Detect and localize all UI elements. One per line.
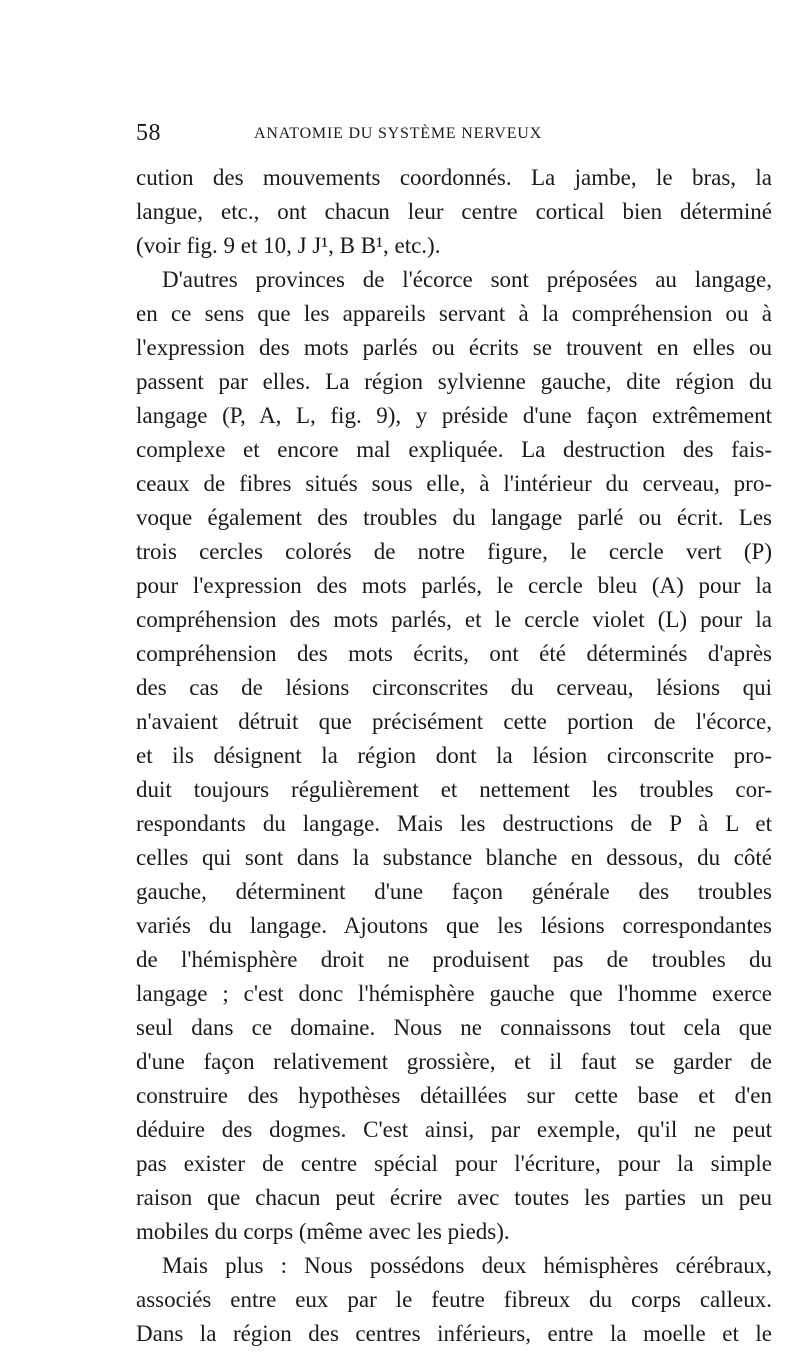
text-line: variés du langage. Ajoutons que les lésions correspondantes [136,913,772,938]
text-line: compréhension des mots écrits, ont été déterminés d'après [136,641,772,666]
text-line: de l'hémisphère droit ne produisent pas de troubles du [136,947,772,972]
text-line: mobiles du corps (même avec les pieds). [136,1219,510,1244]
running-head [0,118,801,148]
text-line: trois cercles colorés de notre figure, le cercle vert (P) [136,539,772,564]
text-line: langage ; c'est donc l'hémisphère gauche que l'homme exerce [136,981,772,1006]
text-line: respondants du langage. Mais les destructions de P à L et [136,811,772,836]
text-line: ceaux de fibres situés sous elle, à l'intérieur du cerveau, pro- [136,471,772,496]
text-line: seul dans ce domaine. Nous ne connaissons tout cela que [136,1015,772,1040]
text-line: associés entre eux par le feutre fibreux du corps calleux. [136,1287,772,1312]
text-line: langage (P, A, L, fig. 9), y préside d'une façon extrêmement [136,403,772,428]
text-line: celles qui sont dans la substance blanche en dessous, du côté [136,845,772,870]
text-line: déduire des dogmes. C'est ainsi, par exemple, qu'il ne peut [136,1117,772,1142]
text-line: duit toujours régulièrement et nettement les troubles cor- [136,777,772,802]
text-line: Mais plus : Nous possédons deux hémisphères cérébraux, [162,1253,772,1278]
text-line: langue, etc., ont chacun leur centre cortical bien déterminé [136,199,772,224]
text-line: gauche, déterminent d'une façon générale des troubles [136,879,772,904]
text-line: raison que chacun peut écrire avec toutes les parties un peu [136,1185,772,1210]
text-line: en ce sens que les appareils servant à la compréhension ou à [136,301,772,326]
running-title: ANATOMIE DU SYSTÈME NERVEUX [254,125,543,142]
text-line: Dans la région des centres inférieurs, entre la moelle et le [136,1321,772,1346]
text-line: pour l'expression des mots parlés, le cercle bleu (A) pour la [136,573,772,598]
body-text [136,161,772,1351]
text-line: D'autres provinces de l'écorce sont préposées au langage, [162,267,772,292]
text-line: l'expression des mots parlés ou écrits se trouvent en elles ou [136,335,772,360]
page-number: 58 [136,120,161,146]
text-line: et ils désignent la région dont la lésion circonscrite pro- [136,743,772,768]
text-line: d'une façon relativement grossière, et il faut se garder de [136,1049,772,1074]
text-line: passent par elles. La région sylvienne gauche, dite région du [136,369,772,394]
text-line: construire des hypothèses détaillées sur cette base et d'en [136,1083,772,1108]
text-line: voque également des troubles du langage parlé ou écrit. Les [136,505,772,530]
text-line: (voir fig. 9 et 10, J J¹, B B¹, etc.). [136,233,441,258]
text-line: pas exister de centre spécial pour l'écriture, pour la simple [136,1151,772,1176]
text-line: compréhension des mots parlés, et le cercle violet (L) pour la [136,607,772,632]
text-line: des cas de lésions circonscrites du cerveau, lésions qui [136,675,772,700]
text-line: cution des mouvements coordonnés. La jambe, le bras, la [136,165,772,190]
text-line: n'avaient détruit que précisément cette portion de l'écorce, [136,709,772,734]
text-line: complexe et encore mal expliquée. La destruction des fais- [136,437,772,462]
